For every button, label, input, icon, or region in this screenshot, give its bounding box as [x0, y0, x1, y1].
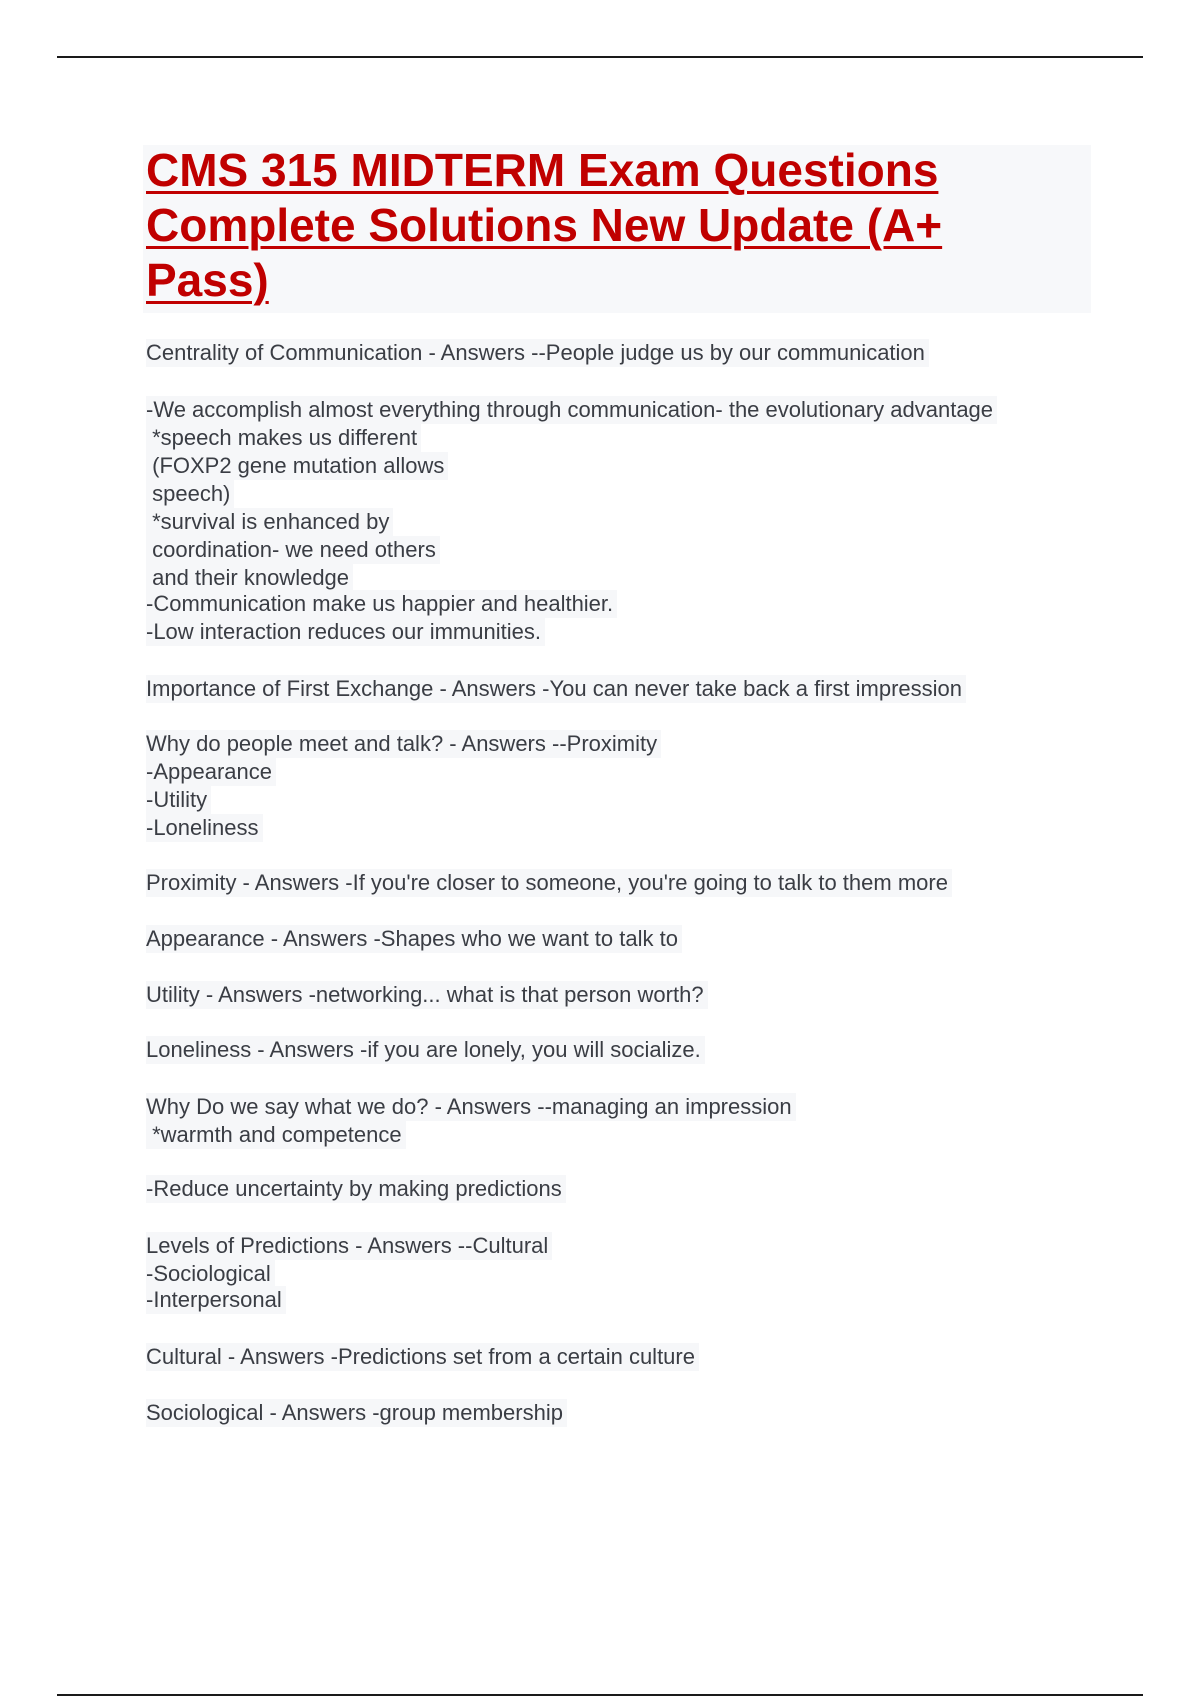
document-title: CMS 315 MIDTERM Exam Questions Complete Solutions New Update (A+ Pass)	[146, 144, 943, 306]
answer-line: Levels of Predictions - Answers --Cultural	[146, 1232, 552, 1260]
answer-line: Importance of First Exchange - Answers -You can never take back a first impression	[146, 675, 966, 703]
answer-line: Why do people meet and talk? - Answers --Proximity	[146, 730, 661, 758]
answer-line: -Utility	[146, 786, 211, 814]
answer-line: -Sociological	[146, 1260, 275, 1288]
answer-line: Sociological - Answers -group membership	[146, 1399, 567, 1427]
bottom-divider	[57, 1694, 1143, 1696]
answer-line: -Reduce uncertainty by making predictions	[146, 1175, 566, 1203]
answer-line: *warmth and competence	[146, 1121, 406, 1149]
answer-line: and their knowledge	[146, 564, 353, 592]
answer-line: -Communication make us happier and healthier.	[146, 590, 617, 618]
answer-line: Utility - Answers -networking... what is that person worth?	[146, 981, 708, 1009]
answer-line: -Appearance	[146, 758, 276, 786]
answer-line: -Interpersonal	[146, 1286, 286, 1314]
answer-line: Cultural - Answers -Predictions set from a certain culture	[146, 1343, 699, 1371]
answer-line: -Loneliness	[146, 814, 263, 842]
answer-line: Proximity - Answers -If you're closer to someone, you're going to talk to them more	[146, 869, 952, 897]
answer-line: -Low interaction reduces our immunities.	[146, 618, 545, 646]
answer-line: *survival is enhanced by	[146, 508, 393, 536]
answer-line: coordination- we need others	[146, 536, 440, 564]
answer-line: (FOXP2 gene mutation allows	[146, 452, 448, 480]
answer-line: Appearance - Answers -Shapes who we want to talk to	[146, 925, 682, 953]
answer-line: Centrality of Communication - Answers --People judge us by our communication	[146, 339, 929, 367]
answer-line: speech)	[146, 480, 234, 508]
answer-line: Loneliness - Answers -if you are lonely, you will socialize.	[146, 1036, 705, 1064]
answer-line: -We accomplish almost everything through communication- the evolutionary advantage	[146, 396, 997, 424]
answer-line: *speech makes us different	[146, 424, 421, 452]
top-divider	[57, 56, 1143, 58]
answer-line: Why Do we say what we do? - Answers --managing an impression	[146, 1093, 796, 1121]
